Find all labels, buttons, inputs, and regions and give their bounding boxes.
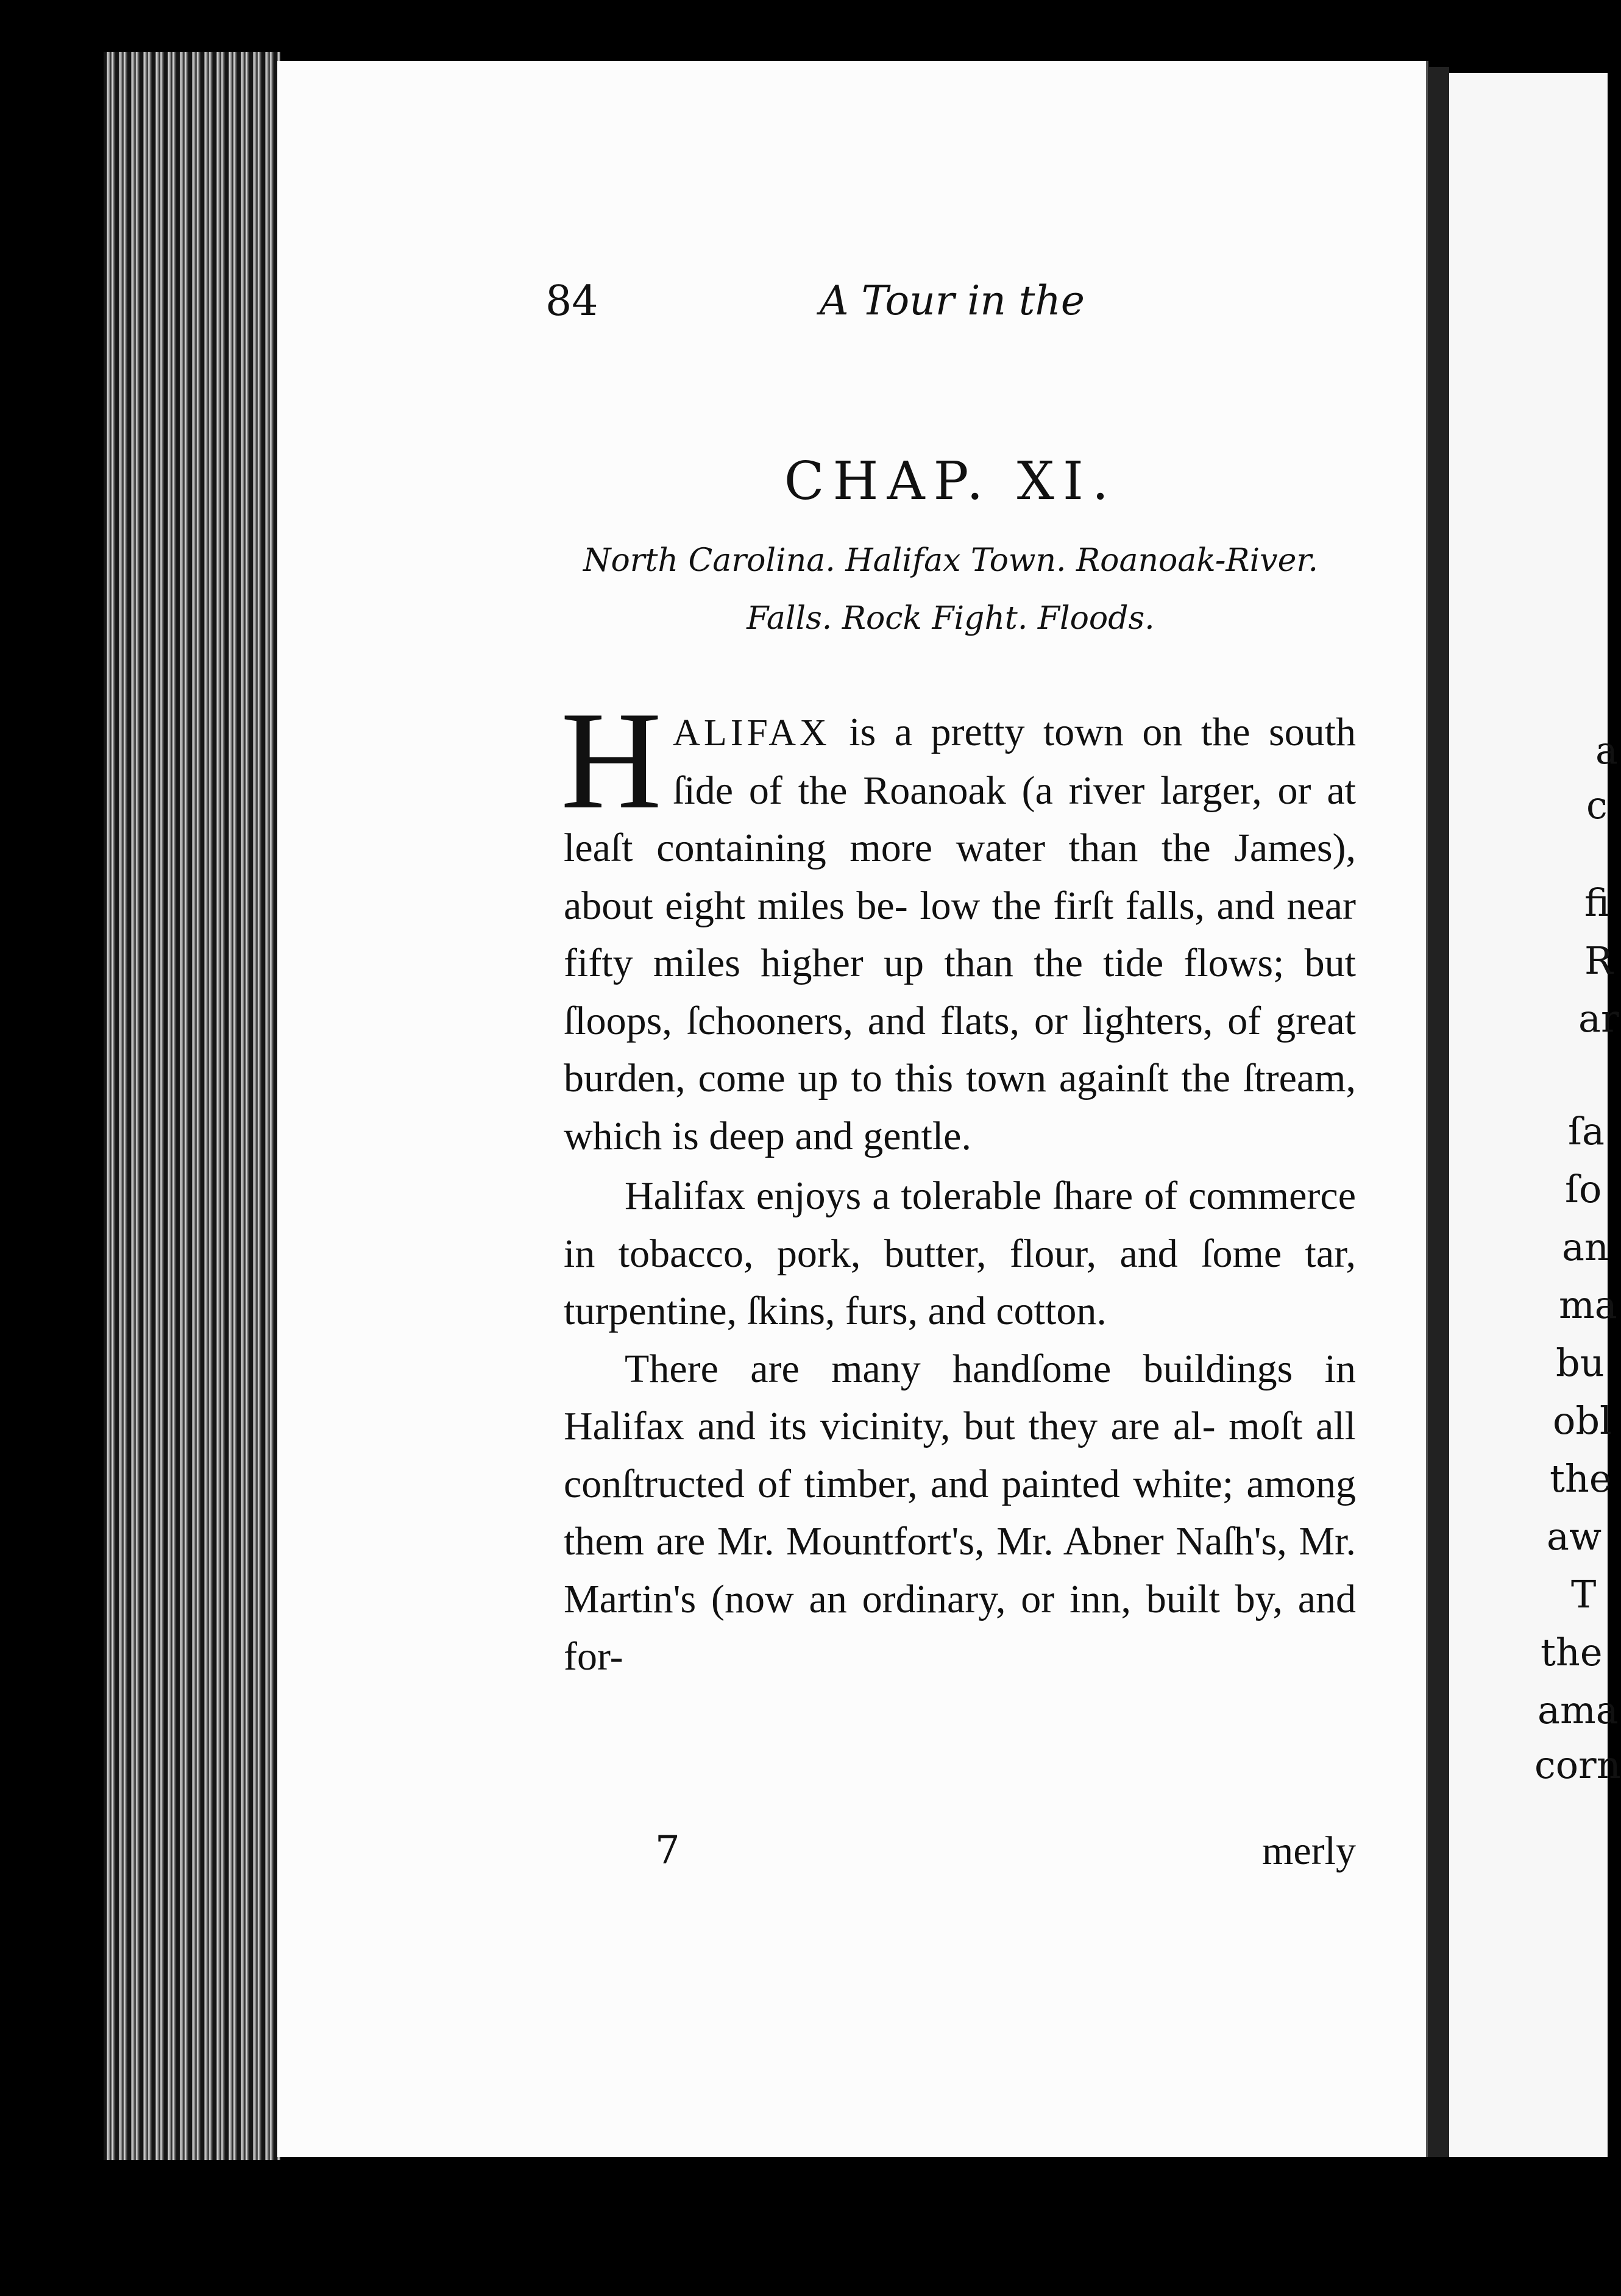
facing-fragment: ſo bbox=[1565, 1167, 1602, 1211]
facing-fragment: ſa bbox=[1568, 1109, 1605, 1153]
facing-fragment: a bbox=[1595, 728, 1618, 773]
facing-fragment: c bbox=[1586, 783, 1608, 827]
page-number: 84 bbox=[545, 277, 598, 325]
paragraph-1 bbox=[561, 682, 1356, 1165]
chapter-heading: CHAP. XI. bbox=[784, 451, 1118, 512]
running-title: A Tour in the bbox=[820, 277, 1085, 324]
facing-fragment: fi bbox=[1584, 880, 1610, 925]
facing-fragment: ar bbox=[1578, 996, 1619, 1041]
paragraph-2: Halifax enjoys a tolerable ſhare of commerce in tobacco, pork, butter, flour, and ſome tar, turpentine, ſkins, furs, and cotton. bbox=[564, 1174, 1356, 1333]
catchword: merly bbox=[1262, 1829, 1356, 1873]
facing-fragment: R bbox=[1584, 938, 1613, 983]
facing-fragment: bu bbox=[1556, 1341, 1605, 1385]
facing-fragment: an bbox=[1562, 1225, 1609, 1269]
facing-fragment: ma bbox=[1559, 1283, 1617, 1327]
body-text bbox=[561, 682, 1356, 1686]
opening-word: ALIFAX bbox=[673, 712, 831, 754]
page-footer bbox=[564, 1828, 1356, 1889]
chapter-subtitle-line-1: North Carolina. Halifax Town. Roanoak-River. bbox=[583, 542, 1319, 579]
drop-cap: H bbox=[561, 682, 662, 838]
signature-mark: 7 bbox=[655, 1828, 680, 1873]
gutter-shadow bbox=[1428, 67, 1449, 2157]
facing-fragment: the bbox=[1550, 1456, 1612, 1501]
running-head bbox=[545, 277, 1356, 338]
chapter-subtitle-line-2: Falls. Rock Fight. Floods. bbox=[747, 600, 1155, 637]
facing-fragment: corn bbox=[1534, 1743, 1621, 1787]
facing-page bbox=[1449, 73, 1621, 2157]
facing-fragment: the bbox=[1541, 1630, 1603, 1674]
paragraph-3: There are many handſome buildings in Halifax and its vicinity, but they are al- moſt all conſtructed of timber, and painted white; among them are Mr. Mountfort's, Mr. Abner Naſh's, Mr. Martin's (now an ordinary, or inn, built by, and for- bbox=[564, 1346, 1356, 1679]
paragraph-1-text: is a pretty town on the south ſide of the Roanoak (a river larger, or at leaſt containing more water than the James), about eight miles be- low the firſt falls, and near fifty miles higher up than the tide flows; but ſloops, ſchooners, and flats, or lighters, of great burden, come up to this town againſt the ſtream, which is deep and gentle. bbox=[564, 710, 1356, 1158]
facing-fragment: ama bbox=[1538, 1688, 1619, 1732]
page-edges bbox=[104, 52, 280, 2160]
facing-fragment: aw bbox=[1547, 1514, 1602, 1559]
facing-fragment: obl bbox=[1553, 1398, 1612, 1443]
facing-fragment: T bbox=[1571, 1572, 1597, 1617]
